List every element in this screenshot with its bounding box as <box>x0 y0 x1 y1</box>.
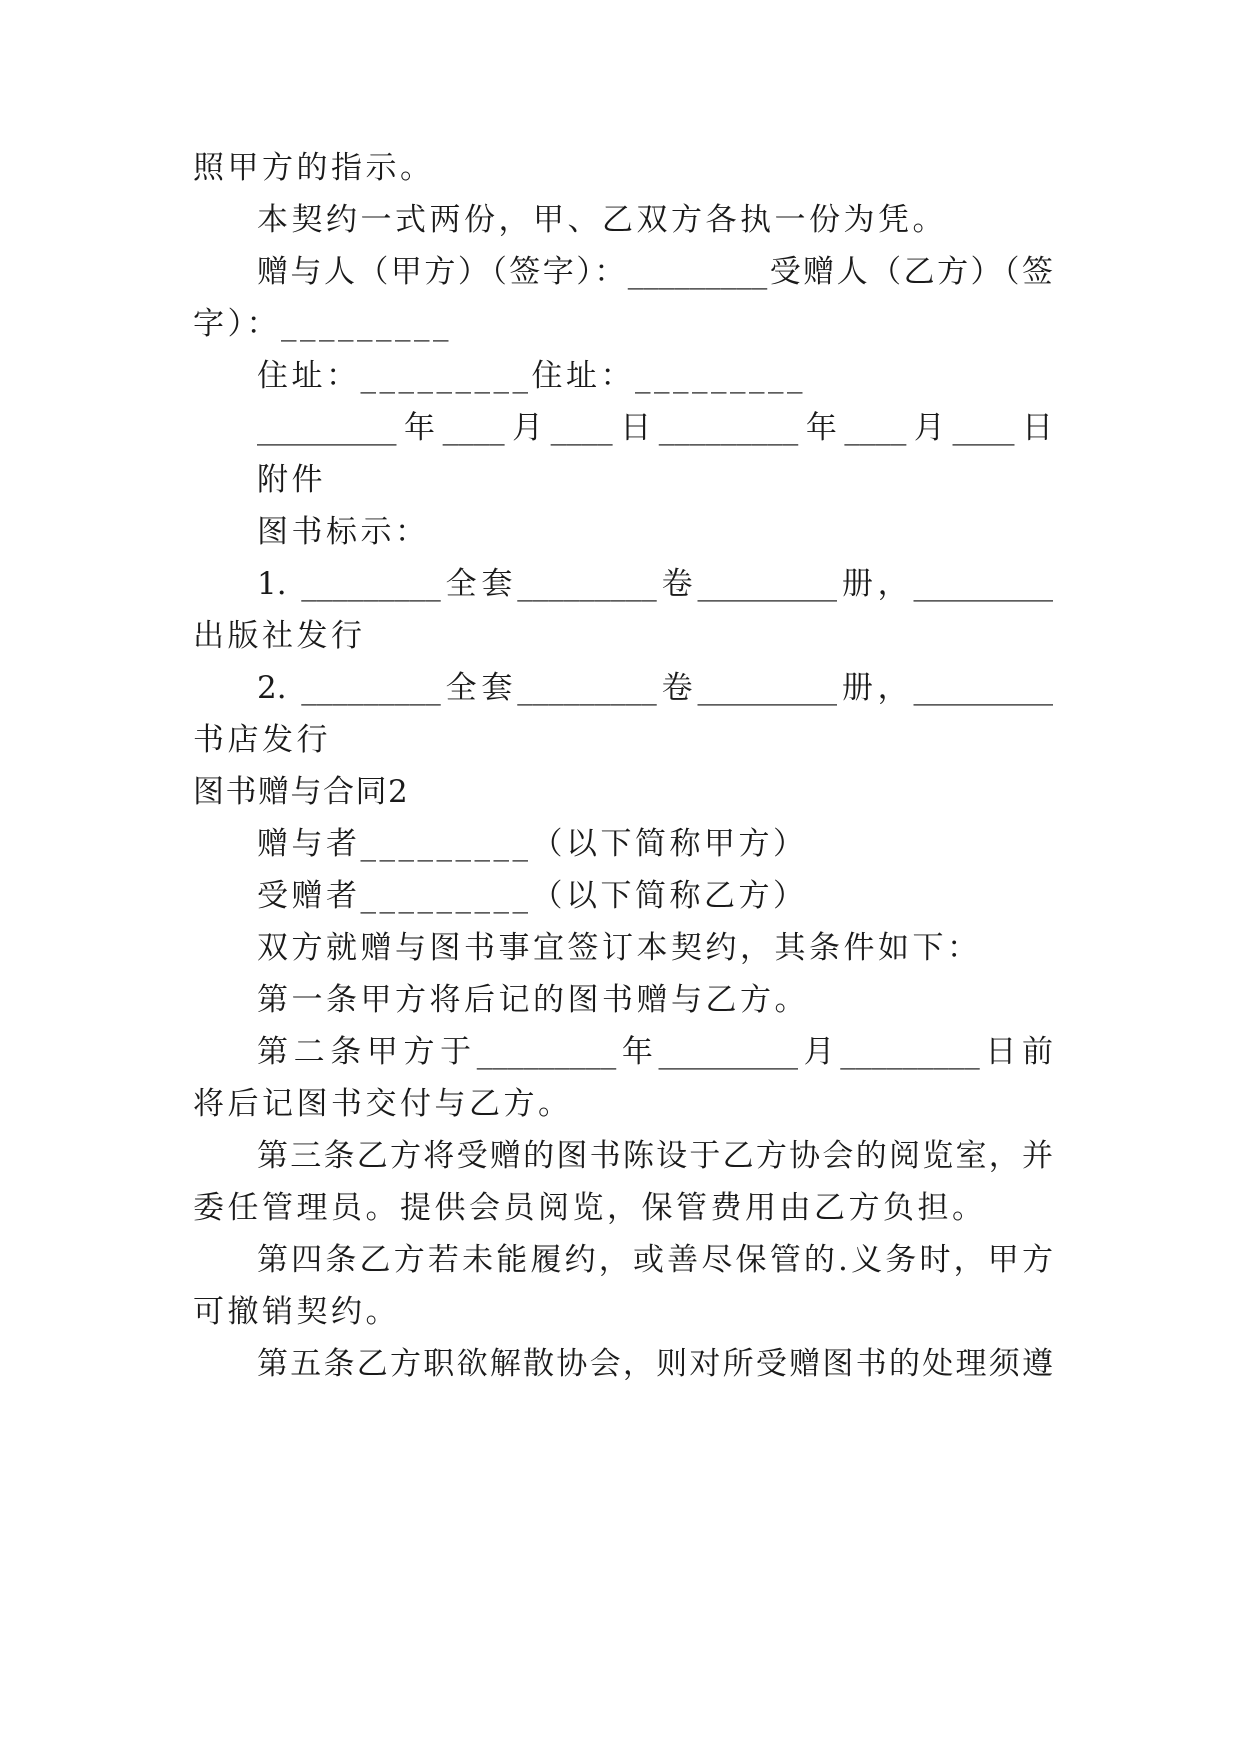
paragraph-continuation: 书店发行 <box>193 722 331 758</box>
clause-line: 第二条甲方于_________年_________月_________日前 <box>257 1034 1053 1070</box>
address-line: 住址：_________住址：_________ <box>257 358 806 394</box>
paragraph-continuation: 可撤销契约。 <box>193 1294 400 1330</box>
section-title: 图书赠与合同2 <box>193 774 410 810</box>
party-line: 受赠者_________（以下简称乙方） <box>257 878 808 914</box>
paragraph: 双方就赠与图书事宜签订本契约，其条件如下： <box>257 930 982 966</box>
book-list-item: 2. _________全套_________卷_________册，_________ <box>257 670 1053 706</box>
clause-line: 第五条乙方职欲解散协会，则对所受赠图书的处理须遵 <box>257 1346 1053 1382</box>
paragraph-continuation: 将后记图书交付与乙方。 <box>193 1086 573 1122</box>
attachment-heading: 附件 <box>257 462 326 498</box>
book-list-heading: 图书标示： <box>257 514 430 550</box>
date-line: _________年____月____日_________年____月____日 <box>257 410 1053 446</box>
book-list-item: 1. _________全套_________卷_________册，_________ <box>257 566 1053 602</box>
signature-line: 赠与人（甲方）（签字）：_________受赠人（乙方）（签 <box>257 254 1053 290</box>
clause-line: 第三条乙方将受赠的图书陈设于乙方协会的阅览室，并 <box>257 1138 1053 1174</box>
clause-line: 第一条甲方将后记的图书赠与乙方。 <box>257 982 809 1018</box>
paragraph-continuation: 照甲方的指示。 <box>193 150 435 186</box>
clause-line: 第四条乙方若未能履约，或善尽保管的.义务时，甲方 <box>257 1242 1053 1278</box>
paragraph-continuation: 出版社发行 <box>193 618 366 654</box>
party-line: 赠与者_________（以下简称甲方） <box>257 826 808 862</box>
paragraph: 本契约一式两份，甲、乙双方各执一份为凭。 <box>257 202 947 238</box>
paragraph-continuation: 委任管理员。提供会员阅览，保管费用由乙方负担。 <box>193 1190 987 1226</box>
paragraph-continuation: 字）：_________ <box>193 306 452 342</box>
